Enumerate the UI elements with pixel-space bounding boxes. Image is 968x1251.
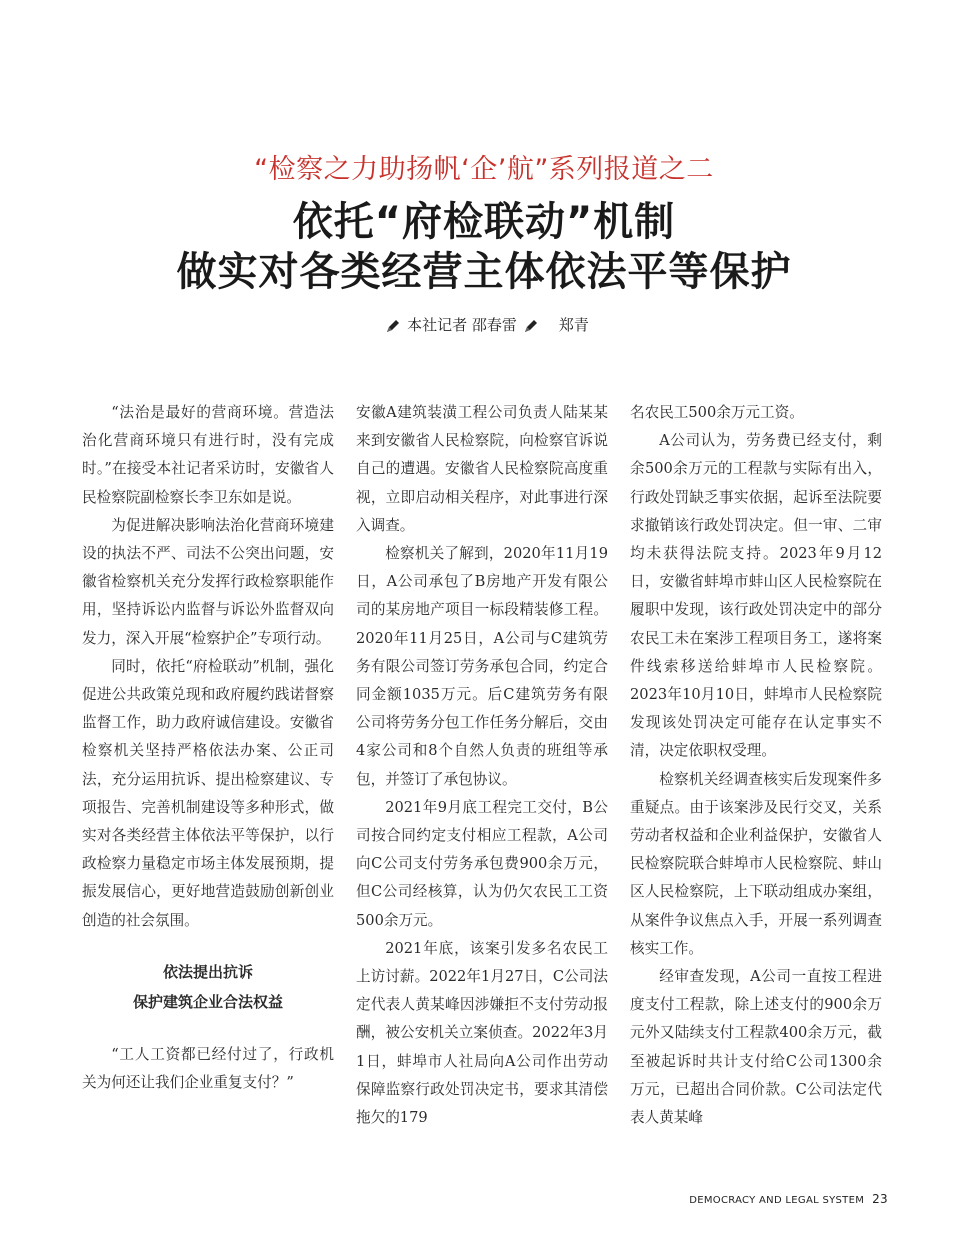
- magazine-name: DEMOCRACY AND LEGAL SYSTEM: [689, 1195, 865, 1206]
- page-footer: [689, 1192, 888, 1206]
- series-subtitle: “检察之力助扬帆‘企’航”系列报道之二: [254, 154, 714, 185]
- text-column-1: [82, 399, 334, 1097]
- byline: [0, 314, 968, 335]
- reporter-name-2: 郑青: [558, 316, 589, 334]
- paragraph: “法治是最好的营商环境。营造法治化营商环境只有进行时，没有完成时。”在接受本社记者采访时，安徽省人民检察院副检察长李卫东如是说。: [82, 404, 334, 506]
- article-title-line-2: 做实对各类经营主体依法平等保护: [176, 249, 792, 295]
- paragraph: 安徽A建筑装潢工程公司负责人陆某某来到安徽省人民检察院，向检察官诉说自己的遭遇。安徽省人民检察院高度重视，立即启动相关程序，对此事进行深入调查。: [356, 404, 608, 534]
- pen-icon: [523, 318, 539, 334]
- paragraph: 同时，依托“府检联动”机制，强化促进公共政策兑现和政府履约践诺督察监督工作，助力政府诚信建设。安徽省检察机关坚持严格依法办案、公正司法，充分运用抗诉、提出检察建议、专项报告、完善机制建设等多种形式，做实对各类经营主体依法平等保护，以行政检察力量稳定市场主体发展预期，提振发展信心，更好地营造鼓励创新创业创造的社会氛围。: [82, 657, 334, 929]
- paragraph: 经审查发现，A公司一直按工程进度支付工程款，除上述支付的900余万元外又陆续支付工程款400余万元，截至被起诉时共计支付给C公司1300余万元，已超出合同价款。C公司法定代表人黄某峰: [630, 968, 882, 1127]
- paragraph: 名农民工500余万元工资。: [630, 404, 804, 421]
- text-column-2: [356, 399, 608, 1132]
- paragraph: 2021年9月底工程完工交付，B公司按合同约定支付相应工程款，A公司向C公司支付劳务承包费900余万元，但C公司经核算，认为仍欠农民工工资500余万元。: [356, 798, 608, 929]
- paragraph: “工人工资都已经付过了，行政机关为何还让我们企业重复支付？”: [82, 1045, 334, 1092]
- article-title-line-1: 依托“府检联动”机制: [292, 199, 676, 245]
- text-column-3: [630, 399, 882, 1132]
- subheading-line-2: 保护建筑企业合法权益: [132, 992, 283, 1011]
- paragraph: 检察机关经调查核实后发现案件多重疑点。由于该案涉及民行交叉，关系劳动者权益和企业利益保护，安徽省人民检察院联合蚌埠市人民检察院、蚌山区人民检察院，上下联动组成办案组，从案件争议焦点入手，开展一系列调查核实工作。: [630, 770, 882, 957]
- paragraph: 为促进解决影响法治化营商环境建设的执法不严、司法不公突出问题，安徽省检察机关充分发挥行政检察职能作用，坚持诉讼内监督与诉讼外监督双向发力，深入开展“检察护企”专项行动。: [82, 516, 334, 647]
- pen-icon: [385, 318, 401, 334]
- section-subheading: [82, 957, 334, 1017]
- subheading-line-1: 依法提出抗诉: [162, 962, 253, 981]
- reporter-name-1: 本社记者 邵春雷: [407, 316, 517, 334]
- paragraph: 检察机关了解到，2020年11月19日，A公司承包了B房地产开发有限公司的某房地产项目一标段精装修工程。2020年11月25日，A公司与C建筑劳务有限公司签订劳务承包合同，约定合同金额1035万元。后C建筑劳务有限公司将劳务分包工作任务分解后，交由4家公司和8个自然人负责的班组等承包，并签订了承包协议。: [356, 545, 608, 788]
- paragraph: A公司认为，劳务费已经支付，剩余500余万元的工程款与实际有出入，行政处罚缺乏事实依据，起诉至法院要求撤销该行政处罚决定。但一审、二审均未获得法院支持。2023年9月12日，安徽省蚌埠市蚌山区人民检察院在履职中发现，该行政处罚决定中的部分农民工未在案涉工程项目务工，遂将案件线索移送给蚌埠市人民检察院。2023年10月10日，蚌埠市人民检察院发现该处罚决定可能存在认定事实不清，决定依职权受理。: [630, 432, 882, 760]
- page-number: 23: [872, 1192, 888, 1206]
- paragraph: 2021年底，该案引发多名农民工上访讨薪。2022年1月27日，C公司法定代表人黄某峰因涉嫌拒不支付劳动报酬，被公安机关立案侦查。2022年3月1日，蚌埠市人社局向A公司作出劳动保障监察行政处罚决定书，要求其清偿拖欠的179: [356, 939, 608, 1127]
